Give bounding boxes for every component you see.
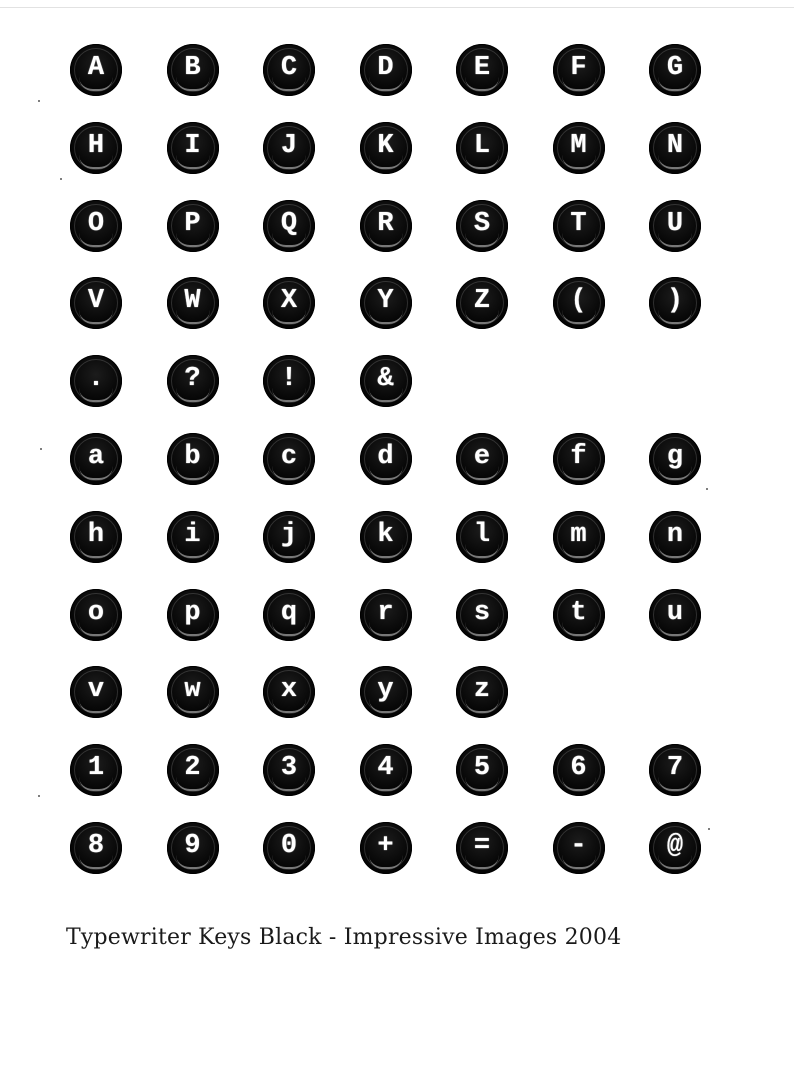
typewriter-key	[456, 433, 508, 485]
typewriter-key	[167, 511, 219, 563]
typewriter-key	[70, 433, 122, 485]
key-character: n	[666, 519, 684, 550]
key-character: Y	[377, 286, 394, 317]
typewriter-key	[167, 355, 219, 407]
typewriter-key	[70, 44, 122, 96]
top-edge-line	[0, 7, 794, 8]
key-character: J	[280, 130, 298, 161]
key-character: W	[184, 286, 201, 317]
typewriter-key	[70, 666, 122, 718]
typewriter-key	[70, 744, 122, 796]
key-character: k	[377, 519, 394, 550]
key-character: w	[184, 675, 201, 706]
typewriter-key	[167, 666, 219, 718]
typewriter-key	[649, 277, 701, 329]
key-character: ?	[184, 364, 201, 395]
typewriter-keys-grid	[70, 44, 714, 874]
typewriter-key	[167, 200, 219, 252]
typewriter-key	[70, 822, 122, 874]
typewriter-key	[456, 277, 508, 329]
typewriter-key	[553, 589, 605, 641]
key-character: i	[184, 519, 201, 550]
key-character: =	[473, 830, 491, 861]
typewriter-key	[360, 511, 412, 563]
typewriter-key	[649, 433, 701, 485]
key-character: e	[473, 441, 491, 472]
typewriter-key	[167, 122, 219, 174]
key-character: F	[570, 53, 587, 83]
key-character: -	[570, 830, 587, 861]
key-character: p	[184, 597, 201, 628]
key-character: U	[666, 208, 684, 239]
typewriter-key	[263, 511, 315, 563]
key-character: a	[87, 441, 105, 472]
typewriter-key	[649, 122, 701, 174]
typewriter-key	[456, 666, 508, 718]
typewriter-key	[553, 200, 605, 252]
typewriter-key	[553, 277, 605, 329]
typewriter-key	[167, 822, 219, 874]
typewriter-key	[70, 589, 122, 641]
key-character: X	[280, 286, 298, 317]
typewriter-key	[360, 44, 412, 96]
key-character: c	[280, 441, 298, 472]
key-character: 6	[570, 753, 587, 784]
typewriter-key	[360, 744, 412, 796]
typewriter-key	[167, 277, 219, 329]
key-character: r	[377, 597, 394, 628]
empty-key-slot	[553, 666, 605, 718]
key-character: M	[570, 130, 587, 161]
typewriter-key	[649, 744, 701, 796]
typewriter-key	[553, 44, 605, 96]
typewriter-key	[167, 589, 219, 641]
key-character: 5	[473, 753, 491, 784]
typewriter-key	[263, 44, 315, 96]
key-character: .	[87, 364, 105, 395]
typewriter-key	[263, 277, 315, 329]
typewriter-key	[167, 433, 219, 485]
paper-speck	[706, 488, 708, 490]
key-character: G	[666, 53, 684, 83]
key-character: (	[570, 286, 587, 317]
key-character: N	[666, 130, 684, 161]
typewriter-key	[456, 200, 508, 252]
typewriter-key	[553, 822, 605, 874]
key-character: 8	[87, 830, 105, 861]
typewriter-key	[360, 589, 412, 641]
typewriter-key	[649, 822, 701, 874]
typewriter-key	[456, 744, 508, 796]
typewriter-key	[456, 822, 508, 874]
typewriter-key	[456, 589, 508, 641]
typewriter-key	[360, 355, 412, 407]
key-character: I	[184, 130, 201, 161]
key-character: K	[377, 130, 394, 161]
key-character: @	[666, 830, 684, 861]
empty-key-slot	[649, 666, 701, 718]
key-character: T	[570, 208, 587, 239]
key-character: )	[666, 286, 684, 317]
key-character: !	[280, 364, 298, 395]
key-character: d	[377, 441, 394, 472]
key-character: L	[473, 130, 491, 161]
key-character: f	[570, 441, 587, 472]
key-character: D	[377, 53, 394, 83]
typewriter-key	[263, 200, 315, 252]
paper-speck	[38, 795, 40, 797]
typewriter-key	[360, 822, 412, 874]
typewriter-key	[70, 355, 122, 407]
typewriter-key	[263, 822, 315, 874]
key-character: s	[473, 597, 491, 628]
key-character: P	[184, 208, 201, 239]
key-character: 3	[280, 753, 298, 784]
typewriter-key	[263, 433, 315, 485]
key-character: g	[666, 441, 684, 472]
typewriter-key	[360, 666, 412, 718]
key-character: S	[473, 208, 491, 239]
paper-speck	[708, 828, 710, 830]
empty-key-slot	[649, 355, 701, 407]
typewriter-key	[70, 511, 122, 563]
key-character: 7	[666, 753, 684, 784]
paper-speck	[38, 100, 40, 102]
key-character: +	[377, 830, 394, 861]
typewriter-key	[263, 122, 315, 174]
typewriter-key	[263, 744, 315, 796]
key-character: R	[377, 208, 394, 239]
typewriter-key	[649, 511, 701, 563]
key-character: Q	[280, 208, 298, 239]
key-character: &	[377, 364, 394, 395]
typewriter-key	[263, 355, 315, 407]
key-character: C	[280, 53, 298, 83]
typewriter-key	[263, 589, 315, 641]
key-character: y	[377, 675, 394, 706]
typewriter-key	[456, 511, 508, 563]
key-character: v	[87, 675, 105, 706]
typewriter-key	[360, 433, 412, 485]
key-character: z	[473, 675, 491, 706]
typewriter-key	[649, 44, 701, 96]
key-character: h	[87, 519, 105, 550]
empty-key-slot	[553, 355, 605, 407]
typewriter-key	[456, 122, 508, 174]
typewriter-key	[167, 744, 219, 796]
typewriter-key	[167, 44, 219, 96]
typewriter-key	[70, 277, 122, 329]
typewriter-key	[360, 277, 412, 329]
key-character: 1	[87, 753, 105, 784]
key-character: b	[184, 441, 201, 472]
key-character: E	[473, 53, 491, 83]
key-character: u	[666, 597, 684, 628]
key-character: m	[570, 519, 587, 550]
typewriter-key	[553, 744, 605, 796]
typewriter-key	[553, 511, 605, 563]
key-character: O	[87, 208, 105, 239]
typewriter-key	[70, 122, 122, 174]
typewriter-key	[456, 44, 508, 96]
key-character: x	[280, 675, 298, 706]
key-character: t	[570, 597, 587, 628]
key-character: V	[87, 286, 105, 317]
key-character: q	[280, 597, 298, 628]
typewriter-key	[553, 122, 605, 174]
key-character: Z	[473, 286, 491, 317]
typewriter-key	[649, 589, 701, 641]
typewriter-key	[649, 200, 701, 252]
key-character: 0	[280, 830, 298, 861]
typewriter-key	[360, 200, 412, 252]
key-character: j	[280, 519, 298, 550]
key-character: l	[473, 519, 491, 550]
key-character: 4	[377, 753, 394, 784]
key-character: 9	[184, 830, 201, 861]
key-character: H	[87, 130, 105, 161]
empty-key-slot	[456, 355, 508, 407]
key-character: A	[87, 53, 105, 83]
paper-speck	[40, 448, 42, 450]
typewriter-key	[263, 666, 315, 718]
key-character: 2	[184, 753, 201, 784]
typewriter-key	[360, 122, 412, 174]
sheet-caption: Typewriter Keys Black - Impressive Images 2004	[66, 925, 622, 950]
key-character: B	[184, 53, 201, 83]
key-character: o	[87, 597, 105, 628]
typewriter-key	[553, 433, 605, 485]
typewriter-key	[70, 200, 122, 252]
paper-speck	[60, 178, 62, 180]
